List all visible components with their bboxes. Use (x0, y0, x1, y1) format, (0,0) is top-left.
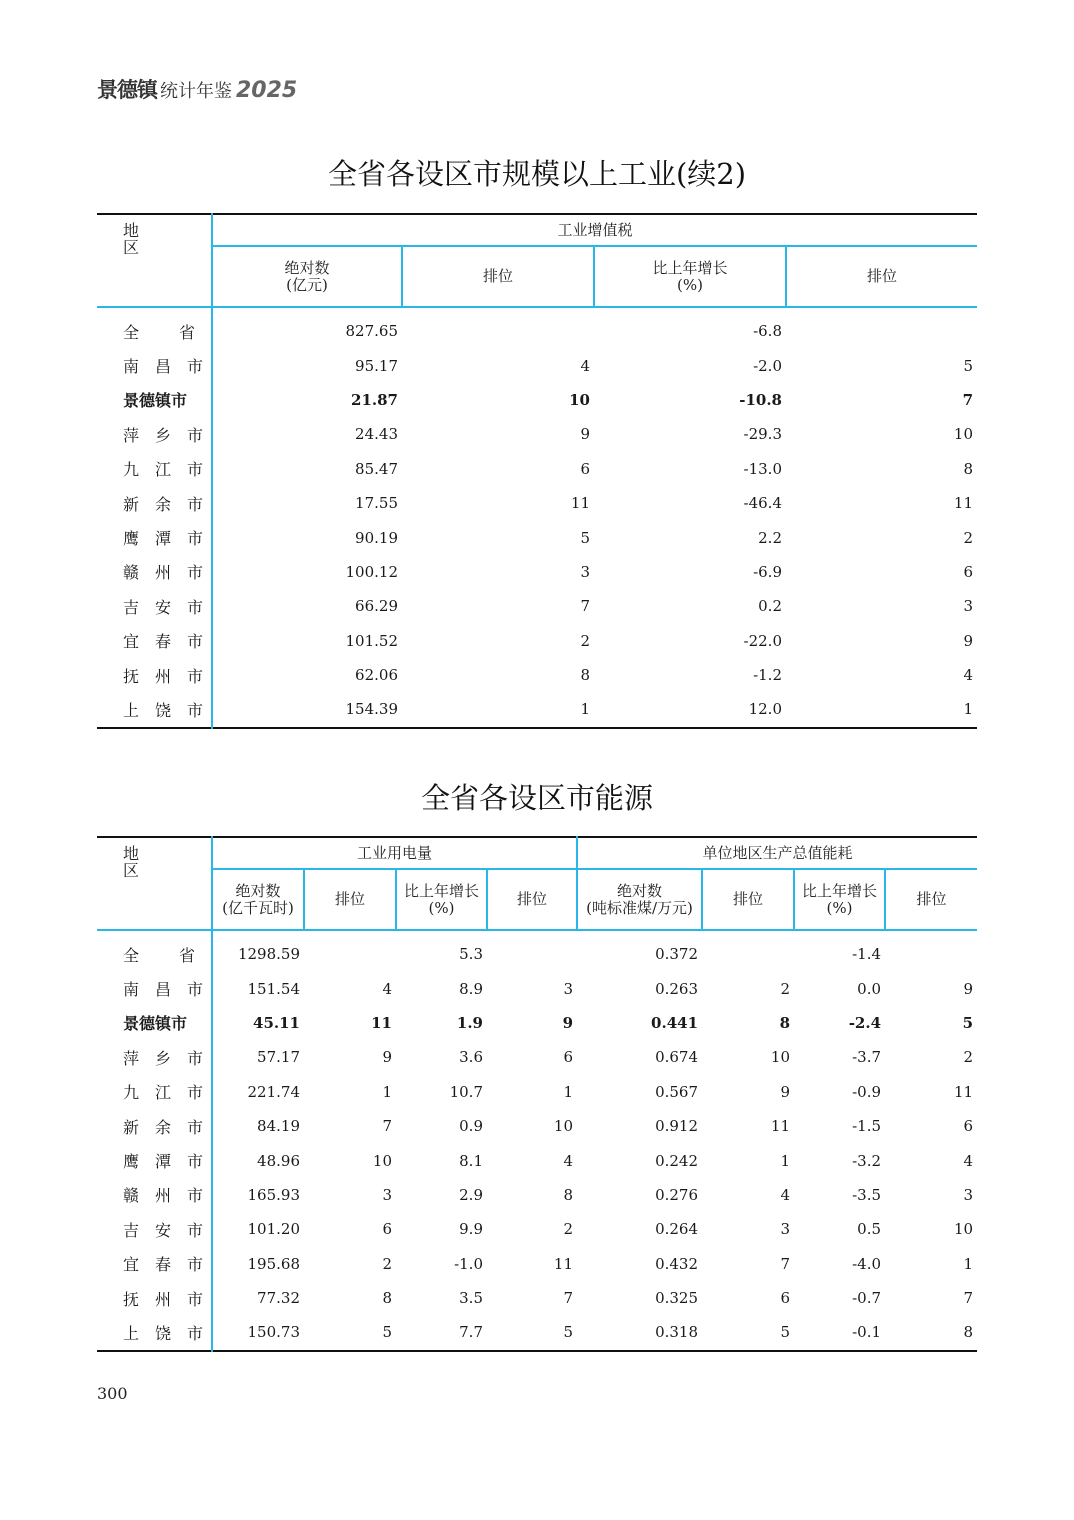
cell-c-growth: -3.2 (852, 1151, 882, 1170)
cell-c-rank2 (885, 930, 977, 971)
cell-e-rank2: 9 (562, 1013, 574, 1032)
brand-year: 2025 (236, 78, 298, 103)
cell-rank: 4 (580, 356, 590, 375)
cell-e-abs: 101.20 (247, 1220, 300, 1239)
table-row (97, 417, 977, 451)
cell-abs: 24.43 (355, 425, 398, 444)
cell-e-growth: 2.9 (459, 1185, 483, 1204)
region-cell: 全 省 (97, 307, 212, 348)
cell-rank: 8 (580, 666, 590, 685)
col-header-elec-growth: 比上年增长 (%) (396, 869, 487, 930)
cell-c-growth: 0.5 (857, 1220, 882, 1239)
cell-e-growth: 9.9 (459, 1220, 483, 1239)
cell-c-rank2: 7 (963, 1289, 974, 1308)
cell-rank: 5 (580, 528, 590, 547)
industry-vat-table (97, 213, 977, 729)
table-row (97, 1040, 977, 1074)
cell-e-rank: 5 (382, 1323, 392, 1342)
cell-growth: -22.0 (743, 631, 782, 650)
brand-name: 景德镇 (97, 78, 157, 102)
cell-e-growth: 0.9 (459, 1117, 483, 1136)
cell-c-abs: 0.263 (655, 979, 699, 998)
cell-c-rank2: 8 (963, 1323, 974, 1342)
cell-rank2: 6 (963, 562, 974, 581)
table-row (97, 307, 977, 348)
cell-abs: 90.19 (355, 528, 398, 547)
cell-e-growth: -1.0 (454, 1254, 483, 1273)
cell-e-abs: 84.19 (257, 1117, 300, 1136)
cell-e-rank: 10 (372, 1151, 392, 1170)
cell-e-growth: 10.7 (449, 1082, 483, 1101)
table-row (97, 1109, 977, 1143)
table-row (97, 555, 977, 589)
cell-rank2: 3 (963, 597, 974, 616)
cell-rank: 3 (580, 562, 590, 581)
cell-rank: 1 (580, 700, 590, 719)
cell-c-growth: -0.9 (852, 1082, 882, 1101)
cell-c-rank2: 1 (963, 1254, 974, 1273)
cell-c-rank: 11 (770, 1117, 791, 1136)
cell-rank2 (786, 307, 977, 348)
col-header-consumption-rank2: 排位 (885, 869, 977, 930)
region-cell: 景德镇市 (97, 383, 212, 417)
cell-c-rank: 4 (780, 1185, 791, 1204)
cell-e-rank: 8 (382, 1289, 392, 1308)
cell-rank: 7 (580, 597, 590, 616)
region-cell: 上 饶 市 (97, 692, 212, 727)
table-row (97, 1212, 977, 1246)
cell-c-abs: 0.674 (655, 1048, 699, 1067)
cell-e-abs: 77.32 (257, 1289, 300, 1308)
cell-c-abs: 0.325 (655, 1289, 699, 1308)
cell-c-abs: 0.912 (655, 1117, 699, 1136)
cell-e-rank2 (487, 930, 577, 971)
cell-growth: -13.0 (743, 459, 782, 478)
col-header-consumption-growth: 比上年增长 (%) (794, 869, 885, 930)
cell-e-growth: 5.3 (459, 945, 483, 964)
cell-rank2: 9 (963, 631, 974, 650)
cell-c-rank2: 3 (963, 1185, 974, 1204)
cell-growth: -2.0 (753, 356, 782, 375)
region-cell: 赣 州 市 (97, 1178, 212, 1212)
cell-abs: 101.52 (345, 631, 398, 650)
region-cell: 宜 春 市 (97, 624, 212, 658)
table-row (97, 452, 977, 486)
cell-e-rank (304, 930, 396, 971)
cell-abs: 66.29 (355, 597, 398, 616)
region-cell: 宜 春 市 (97, 1247, 212, 1281)
region-cell: 吉 安 市 (97, 1212, 212, 1246)
table2-title: 全省各设区市能源 (420, 781, 653, 815)
cell-rank: 10 (569, 390, 590, 409)
energy-table (97, 836, 977, 1352)
col-header-rank: 排位 (402, 246, 594, 307)
cell-abs: 154.39 (345, 700, 398, 719)
cell-rank (402, 307, 594, 348)
cell-e-rank: 7 (382, 1117, 392, 1136)
table-row (97, 1143, 977, 1177)
cell-e-abs: 195.68 (247, 1254, 300, 1273)
table-row (97, 1075, 977, 1109)
cell-e-growth: 8.9 (459, 979, 483, 998)
region-cell: 萍 乡 市 (97, 1040, 212, 1074)
cell-e-rank: 9 (382, 1048, 392, 1067)
cell-e-rank2: 1 (563, 1082, 574, 1101)
cell-c-rank: 2 (780, 979, 791, 998)
cell-e-growth: 1.9 (456, 1013, 483, 1032)
region-cell: 上 饶 市 (97, 1315, 212, 1350)
cell-growth: -46.4 (743, 494, 782, 513)
cell-c-rank2: 4 (963, 1151, 974, 1170)
region-cell: 鹰 潭 市 (97, 1143, 212, 1177)
table-row (97, 692, 977, 727)
region-cell: 全 省 (97, 930, 212, 971)
cell-e-rank2: 8 (563, 1185, 574, 1204)
col-header-abs: 绝对数 (亿元) (212, 246, 402, 307)
cell-e-rank: 11 (371, 1013, 392, 1032)
table-row (97, 1247, 977, 1281)
table-row (97, 589, 977, 623)
cell-c-rank (702, 930, 794, 971)
region-cell: 鹰 潭 市 (97, 520, 212, 554)
cell-abs: 21.87 (351, 390, 398, 409)
cell-rank2: 1 (963, 700, 974, 719)
cell-c-rank: 10 (770, 1048, 791, 1067)
col-header-rank2: 排位 (786, 246, 977, 307)
region-cell: 吉 安 市 (97, 589, 212, 623)
cell-e-rank: 3 (382, 1185, 392, 1204)
cell-e-rank: 6 (382, 1220, 392, 1239)
cell-rank2: 2 (963, 528, 974, 547)
cell-c-rank: 3 (780, 1220, 791, 1239)
group-header-electricity: 工业用电量 (212, 837, 577, 869)
cell-rank2: 11 (953, 494, 974, 513)
table-row (97, 486, 977, 520)
table1-body (97, 307, 977, 728)
region-cell: 景德镇市 (97, 1006, 212, 1040)
cell-growth: 0.2 (758, 597, 782, 616)
cell-c-growth: -0.1 (852, 1323, 882, 1342)
table2-body (97, 930, 977, 1351)
col-header-consumption-abs: 绝对数 (吨标准煤/万元) (577, 869, 702, 930)
cell-e-abs: 150.73 (247, 1323, 300, 1342)
col-header-elec-rank: 排位 (304, 869, 396, 930)
cell-c-rank2: 6 (963, 1117, 974, 1136)
table-row (97, 658, 977, 692)
cell-rank: 2 (580, 631, 590, 650)
cell-e-growth: 3.5 (459, 1289, 483, 1308)
cell-c-rank: 6 (780, 1289, 791, 1308)
col-header-growth: 比上年增长 (%) (594, 246, 786, 307)
cell-e-rank2: 10 (553, 1117, 574, 1136)
cell-c-rank: 5 (780, 1323, 791, 1342)
cell-c-growth: -1.4 (852, 945, 882, 964)
region-cell: 赣 州 市 (97, 555, 212, 589)
region-cell: 九 江 市 (97, 1075, 212, 1109)
yearbook-header (97, 74, 297, 104)
cell-c-abs: 0.242 (655, 1151, 699, 1170)
table-row (97, 624, 977, 658)
cell-c-rank: 1 (780, 1151, 791, 1170)
cell-e-rank: 2 (382, 1254, 392, 1273)
cell-c-abs: 0.318 (655, 1323, 699, 1342)
region-cell: 新 余 市 (97, 1109, 212, 1143)
col-header-elec-rank2: 排位 (487, 869, 577, 930)
cell-abs: 95.17 (355, 356, 398, 375)
col-header-consumption-rank: 排位 (702, 869, 794, 930)
cell-e-abs: 221.74 (247, 1082, 300, 1101)
cell-c-growth: 0.0 (857, 979, 882, 998)
cell-e-abs: 151.54 (247, 979, 300, 998)
cell-e-rank: 1 (382, 1082, 392, 1101)
cell-c-rank2: 5 (962, 1013, 974, 1032)
table-row (97, 1006, 977, 1040)
cell-abs: 85.47 (355, 459, 398, 478)
cell-c-abs: 0.276 (655, 1185, 699, 1204)
region-header: 地 区 (97, 214, 212, 307)
cell-c-rank2: 2 (963, 1048, 974, 1067)
col-header-elec-abs: 绝对数 (亿千瓦时) (212, 869, 304, 930)
table-row (97, 520, 977, 554)
page-number: 300 (97, 1384, 128, 1403)
cell-c-abs: 0.441 (651, 1013, 699, 1032)
cell-e-rank2: 6 (563, 1048, 574, 1067)
cell-rank2: 5 (963, 356, 974, 375)
region-header: 地 区 (97, 837, 212, 930)
cell-growth: -10.8 (739, 390, 782, 409)
cell-c-rank2: 11 (953, 1082, 974, 1101)
cell-abs: 827.65 (345, 322, 398, 341)
cell-e-growth: 8.1 (459, 1151, 483, 1170)
cell-abs: 62.06 (355, 666, 398, 685)
cell-growth: 12.0 (748, 700, 782, 719)
table-row (97, 383, 977, 417)
cell-e-rank2: 11 (553, 1254, 574, 1273)
cell-e-rank: 4 (382, 979, 392, 998)
cell-c-growth: -2.4 (848, 1013, 882, 1032)
cell-c-growth: -3.5 (852, 1185, 882, 1204)
cell-growth: 2.2 (758, 528, 782, 547)
cell-rank2: 4 (963, 666, 974, 685)
cell-e-growth: 7.7 (459, 1323, 483, 1342)
table-row (97, 348, 977, 382)
table-row (97, 1178, 977, 1212)
cell-rank2: 8 (963, 459, 974, 478)
cell-rank2: 7 (962, 390, 974, 409)
cell-growth: -29.3 (743, 425, 782, 444)
region-cell: 新 余 市 (97, 486, 212, 520)
region-cell: 抚 州 市 (97, 1281, 212, 1315)
cell-c-abs: 0.567 (655, 1082, 699, 1101)
cell-e-abs: 57.17 (257, 1048, 300, 1067)
cell-e-abs: 1298.59 (237, 945, 300, 964)
region-cell: 萍 乡 市 (97, 417, 212, 451)
cell-c-growth: -1.5 (852, 1117, 882, 1136)
cell-e-abs: 45.11 (253, 1013, 300, 1032)
cell-c-rank: 8 (779, 1013, 791, 1032)
cell-growth: -6.9 (753, 562, 782, 581)
cell-c-abs: 0.372 (655, 945, 699, 964)
region-cell: 抚 州 市 (97, 658, 212, 692)
cell-abs: 17.55 (355, 494, 398, 513)
cell-e-rank2: 7 (563, 1289, 574, 1308)
group-header-energy-intensity: 单位地区生产总值能耗 (577, 837, 977, 869)
cell-e-rank2: 2 (563, 1220, 574, 1239)
table-row (97, 1281, 977, 1315)
cell-e-rank2: 5 (563, 1323, 574, 1342)
cell-rank2: 10 (953, 425, 974, 444)
cell-c-growth: -0.7 (852, 1289, 882, 1308)
cell-c-rank: 9 (780, 1082, 791, 1101)
cell-rank: 6 (580, 459, 590, 478)
cell-e-rank2: 3 (563, 979, 574, 998)
cell-c-rank: 7 (780, 1254, 791, 1273)
cell-rank: 11 (570, 494, 590, 513)
region-cell: 南 昌 市 (97, 348, 212, 382)
region-cell: 九 江 市 (97, 452, 212, 486)
cell-c-rank2: 9 (963, 979, 974, 998)
cell-rank: 9 (580, 425, 590, 444)
cell-e-rank2: 4 (563, 1151, 574, 1170)
cell-growth: -1.2 (753, 666, 782, 685)
brand-subtitle: 统计年鉴 (160, 81, 232, 102)
cell-e-abs: 48.96 (257, 1151, 300, 1170)
table-row (97, 1315, 977, 1350)
cell-e-growth: 3.6 (459, 1048, 483, 1067)
cell-abs: 100.12 (345, 562, 398, 581)
cell-c-abs: 0.432 (655, 1254, 699, 1273)
table-row (97, 971, 977, 1005)
region-cell: 南 昌 市 (97, 971, 212, 1005)
cell-c-abs: 0.264 (655, 1220, 699, 1239)
cell-c-growth: -3.7 (852, 1048, 882, 1067)
table-row (97, 930, 977, 971)
group-header-vat: 工业增值税 (212, 214, 977, 246)
table1-title: 全省各设区市规模以上工业(续2) (327, 157, 747, 191)
cell-c-growth: -4.0 (852, 1254, 882, 1273)
cell-c-rank2: 10 (953, 1220, 974, 1239)
cell-growth: -6.8 (753, 322, 782, 341)
cell-e-abs: 165.93 (247, 1185, 300, 1204)
